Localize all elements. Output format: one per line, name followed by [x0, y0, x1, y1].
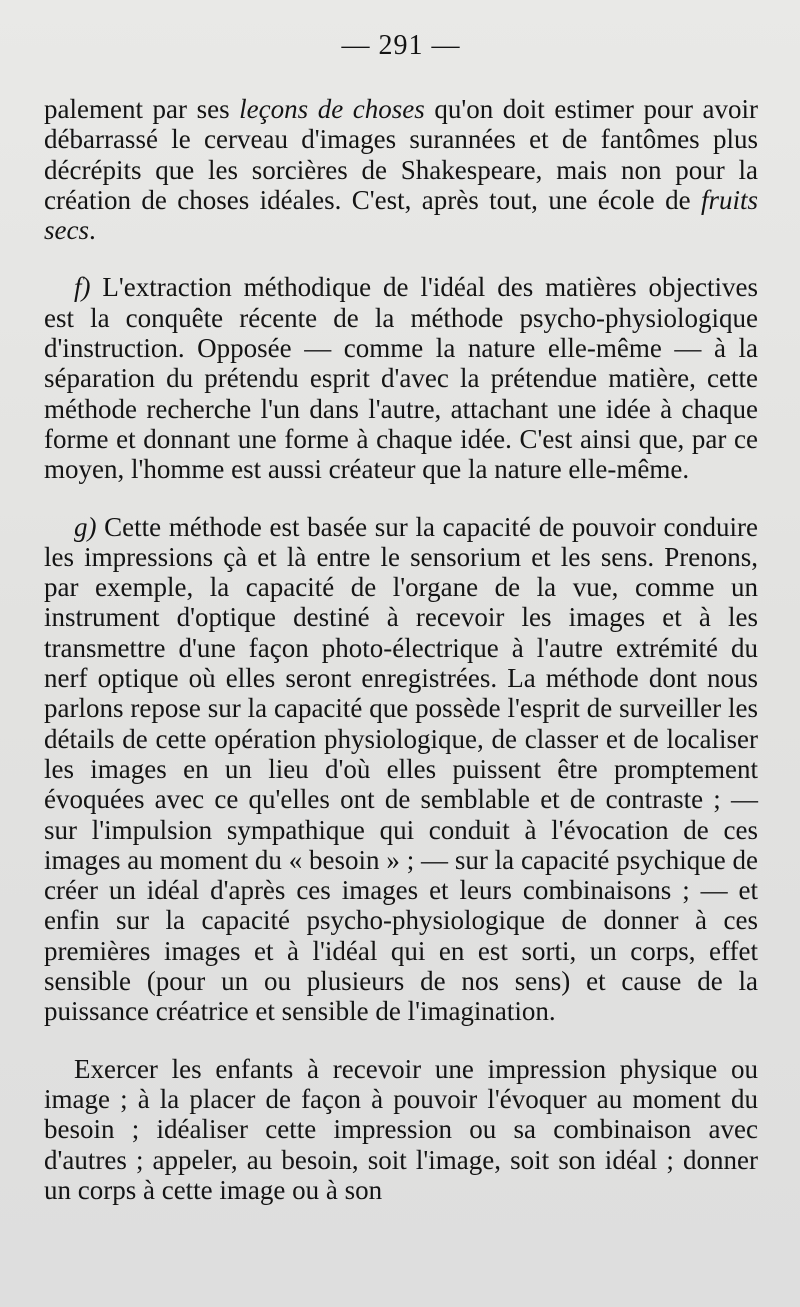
text-segment: Exercer les enfants à recevoir une impression physique ou image ; à la placer de façon à pouvoir l'évoquer au moment du besoin ; idéaliser cette impression ou sa combinaison avec d'autres ; appeler, au besoin, soit l'image, soit son idéal ; donner un corps à cette image ou à son — [44, 1053, 758, 1205]
italic-segment: leçons de choses — [239, 94, 425, 124]
text-segment: Cette méthode est basée sur la capacité de pouvoir conduire les impressions çà et là entre le sensorium et les sens. Prenons, par exemple, la capacité de l'organe de la vue, comme un instrument d'optique destiné à recevoir les images et à les transmettre d'une façon photo-électrique à l'autre extrémité du nerf optique où elles seront enregistrées. La méthode dont nous parlons repose sur la capacité que possède l'esprit de surveiller les détails de cette opération physiologique, de classer et de localiser les images en un lieu d'où elles puissent être promptement évoquées avec ce qu'elles ont de semblable et de contraste ; — sur l'impulsion sympathique qui conduit à l'évocation de ces images au moment du « besoin » ; — sur la capacité psychique de créer un idéal d'après ces images et leurs combinaisons ; — et enfin sur la capacité psycho-physiologique de donner à ces premières images et à l'idéal qui en est sorti, un corps, effet sensible (pour un ou plusieurs de nos sens) et cause de la puissance créatrice et sensible de l'imagination. — [44, 511, 758, 1027]
text-segment: palement par ses — [44, 94, 240, 124]
paragraph-f — [44, 272, 758, 484]
paragraph-marker: f) — [74, 272, 91, 303]
paragraph-g — [44, 512, 758, 1027]
text-segment: L'extraction méthodique de l'idéal des matières objectives est la conquête récente de la méthode psycho-physiologique d'instruction. Opposée — comme la nature elle-même — à la séparation du prétendu esprit d'avec la prétendue matière, cette méthode recherche l'un dans l'autre, attachant une idée à chaque forme et donnant une forme à chaque idée. C'est ainsi que, par ce moyen, l'homme est aussi créateur que la nature elle-même. — [44, 272, 758, 485]
paragraph-marker: g) — [74, 511, 97, 542]
page-number: — 291 — — [341, 30, 461, 61]
paragraph-continuation — [44, 94, 758, 245]
text-segment: . — [88, 215, 96, 246]
text-segment: qu'on doit estimer pour avoir débarrassé le cerveau d'images surannées et de fantômes plus décrépits que les sorcières de Shakespeare, mais non pour la création de choses idéales. C'est, après tout, une école de — [44, 94, 758, 215]
italic-segment: fruits secs — [44, 184, 758, 246]
paragraph-exercer — [44, 1054, 758, 1205]
